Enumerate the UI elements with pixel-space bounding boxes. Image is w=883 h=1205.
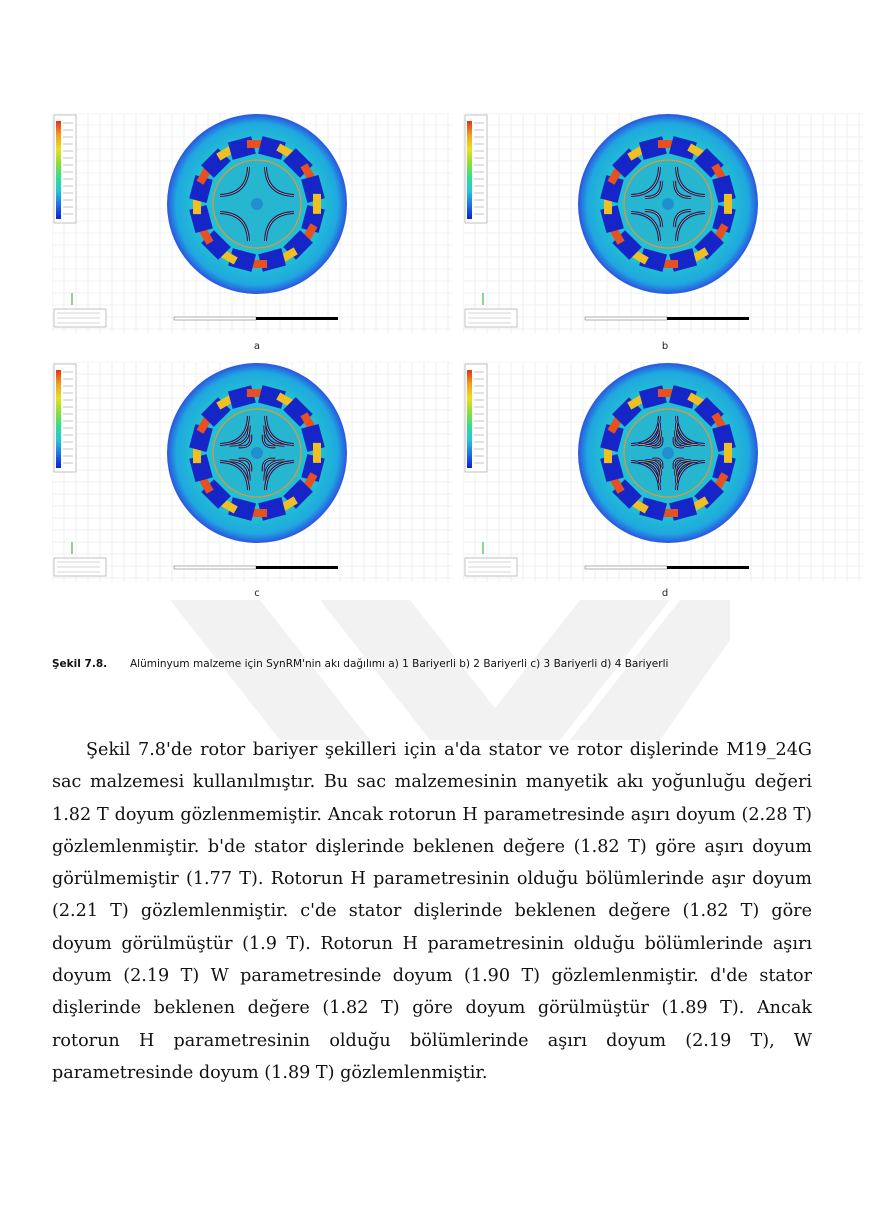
figure-panel-d bbox=[463, 362, 863, 582]
body-paragraph: Şekil 7.8'de rotor bariyer şekilleri için a'da stator ve rotor dişlerinde M19_24G sac malzemesi kullanılmıştır. Bu sac malzemesinin manyetik akı yoğunluğu değeri 1.82 T doyum gözlenmemiştir. Ancak rotorun H parametresinde aşırı doyum (2.28 T) gözlemlenmiştir. b'de stator dişlerinde beklenen değere (1.82 T) göre aşırı doyum görülmemiştir (1.77 T). Rotorun H parametresinin olduğu bölümlerinde aşır doyum (2.21 T) gözlemlenmiştir. c'de stator dişlerinde beklenen değere (1.82 T) göre doyum görülmüştür (1.9 T). Rotorun H parametresinin olduğu bölümlerinde aşırı doyum (2.19 T) W parametresinde doyum (1.90 T) gözlemlenmiştir. d'de stator dişlerinde beklenen değere (1.82 T) göre doyum görülmüştür (1.89 T). Ancak rotorun H parametresinin olduğu bölümlerinde aşırı doyum (2.19 T), W parametresinde doyum (1.89 T) gözlemlenmiştir. bbox=[52, 740, 812, 1083]
motor-cross-section bbox=[578, 114, 758, 294]
caption-text: Alüminyum malzeme için SynRM'nin akı dağılımı a) 1 Bariyerli b) 2 Bariyerli c) 3 Bariyerli d) 4 Bariyerli bbox=[130, 658, 669, 670]
panel-label-d: d bbox=[661, 588, 669, 599]
figure-panel-c bbox=[52, 362, 452, 582]
motor-cross-section bbox=[167, 114, 347, 294]
scale-bar bbox=[585, 566, 749, 569]
caption-number: Şekil 7.8. bbox=[52, 658, 108, 670]
panel-label-c: c bbox=[254, 588, 260, 599]
panel-label-b: b bbox=[661, 341, 669, 352]
time-info-box bbox=[465, 542, 517, 576]
motor-cross-section bbox=[578, 363, 758, 543]
panel-label-a: a bbox=[253, 341, 261, 352]
color-legend bbox=[54, 364, 76, 472]
figure-panel-b bbox=[463, 113, 863, 333]
color-legend bbox=[465, 115, 487, 223]
scale-bar bbox=[585, 317, 749, 320]
color-legend bbox=[54, 115, 76, 223]
time-info-box bbox=[54, 293, 106, 327]
time-info-box bbox=[54, 542, 106, 576]
scale-bar bbox=[174, 317, 338, 320]
figure-panel-a bbox=[52, 113, 452, 333]
color-legend bbox=[465, 364, 487, 472]
scale-bar bbox=[174, 566, 338, 569]
motor-cross-section bbox=[167, 363, 347, 543]
time-info-box bbox=[465, 293, 517, 327]
